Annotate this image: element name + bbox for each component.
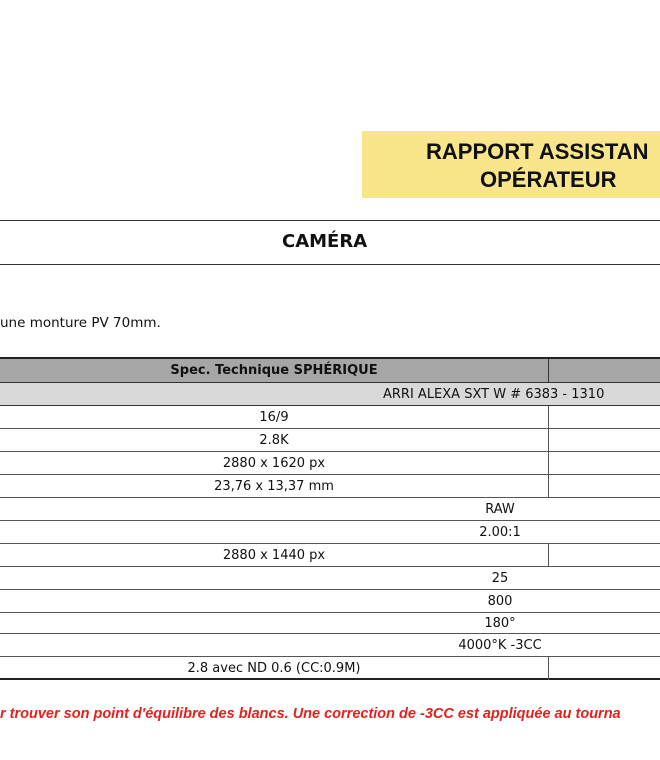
table-cell-ratio: 2.00:1 [479,524,521,540]
white-balance-note: r trouver son point d'équilibre des blancs. Une correction de -3CC est appliquée au tourna [0,706,621,722]
table-row [0,590,660,613]
spec-table [0,357,660,680]
camera-model: ARRI ALEXA SXT W # 6383 - 1310 [383,386,605,402]
table-cell-format: RAW [485,501,515,517]
camera-model-row [0,383,660,406]
table-row [0,498,660,521]
table-side-cell [548,657,660,680]
table-row [0,544,660,567]
table-row [0,429,660,452]
table-cell-pixel-size: 2880 x 1620 px [222,455,326,471]
table-cell-sensor-size: 23,76 x 13,37 mm [214,478,334,494]
table-cell-resolution-mode: 2.8K [259,432,289,448]
report-title-box [362,131,660,198]
table-row [0,567,660,590]
table-side-cell [548,544,660,566]
table-cell-aperture: 2.8 avec ND 0.6 (CC:0.9M) [187,661,361,676]
table-header-row [0,359,660,383]
table-cell-shutter: 180° [484,615,516,631]
table-header-label: Spec. Technique SPHÉRIQUE [170,363,378,378]
table-cell-recording-size: 2880 x 1440 px [222,547,326,563]
table-cell-white-balance: 4000°K -3CC [458,637,542,653]
camera-section-header [0,220,660,265]
report-title-line-2: OPÉRATEUR [480,167,617,192]
table-row [0,657,660,680]
table-row [0,521,660,544]
table-cell-aspect: 16/9 [259,409,289,425]
report-title-line-1: RAPPORT ASSISTAN [426,139,649,164]
table-row [0,452,660,475]
table-row [0,634,660,657]
table-side-cell [548,429,660,451]
table-row [0,406,660,429]
table-side-cell [548,452,660,474]
table-cell-iso: 800 [487,593,513,609]
table-side-cell [548,406,660,428]
mount-note: une monture PV 70mm. [0,315,161,331]
table-cell-fps: 25 [491,570,509,586]
table-header-side-cell [548,359,660,382]
table-row [0,475,660,498]
section-title: CAMÉRA [282,231,368,252]
table-row [0,613,660,634]
table-side-cell [548,475,660,497]
